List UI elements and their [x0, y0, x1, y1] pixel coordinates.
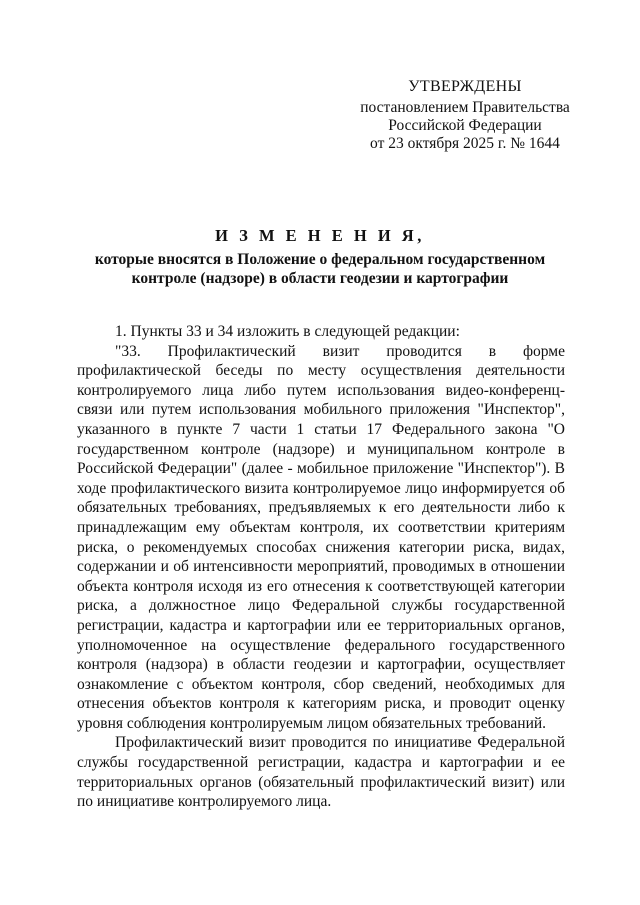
approval-title: УТВЕРЖДЕНЫ — [408, 78, 522, 95]
document-body — [77, 322, 565, 812]
paragraph: "33. Профилактический визит проводится в форме профилактической беседы по месту осуществления деятельности контролируемого лица либо путем использования видео-конференц-связи или путем использования мобильного приложения "Инспектор", указанного в пункте 7 части 1 статьи 17 Федерального закона "О государственном контроле (надзоре) и муниципальном контроле в Российской Федерации" (далее - мобильное приложение "Инспектор"). В ходе профилактического визита контролируемое лицо информируется об обязательных требованиях, предъявляемых к его деятельности либо к принадлежащим ему объектам контроля, их соответствии критериям риска, о рекомендуемых способах снижения категории риска, видах, содержании и об интенсивности мероприятий, проводимых в отношении объекта контроля исходя из его отнесения к соответствующей категории риска, а должностное лицо Федеральной службы государственной регистрации, кадастра и картографии или ее территориальных органов, уполномоченное на осуществление федерального государственного контроля (надзора) в области геодезии и картографии, осуществляет ознакомление с объектом контроля, сбор сведений, необходимых для отнесения объектов контроля к категориям риска, и проводит оценку уровня соблюдения контролируемым лицом обязательных требований. — [77, 342, 565, 732]
approval-date: от 23 октября 2025 г. № 1644 — [370, 135, 560, 152]
subtitle-line: контроле (надзоре) в области геодезии и картографии — [131, 270, 509, 287]
document-title: И З М Е Н Е Н И Я, — [215, 226, 425, 245]
paragraph: Профилактический визит проводится по инициативе Федеральной службы государственной регистрации, кадастра и картографии и ее территориальных органов (обязательный профилактический визит) или по инициативе контролируемого лица. — [77, 734, 565, 811]
paragraph: 1. Пункты 33 и 34 изложить в следующей редакции: — [115, 323, 460, 340]
approval-line: постановлением Правительства — [360, 99, 570, 116]
document-subtitle — [85, 250, 555, 288]
approval-line: Российской Федерации — [388, 117, 542, 134]
approval-block — [340, 78, 590, 153]
subtitle-line: которые вносятся в Положение о федеральном государственном — [94, 251, 546, 268]
